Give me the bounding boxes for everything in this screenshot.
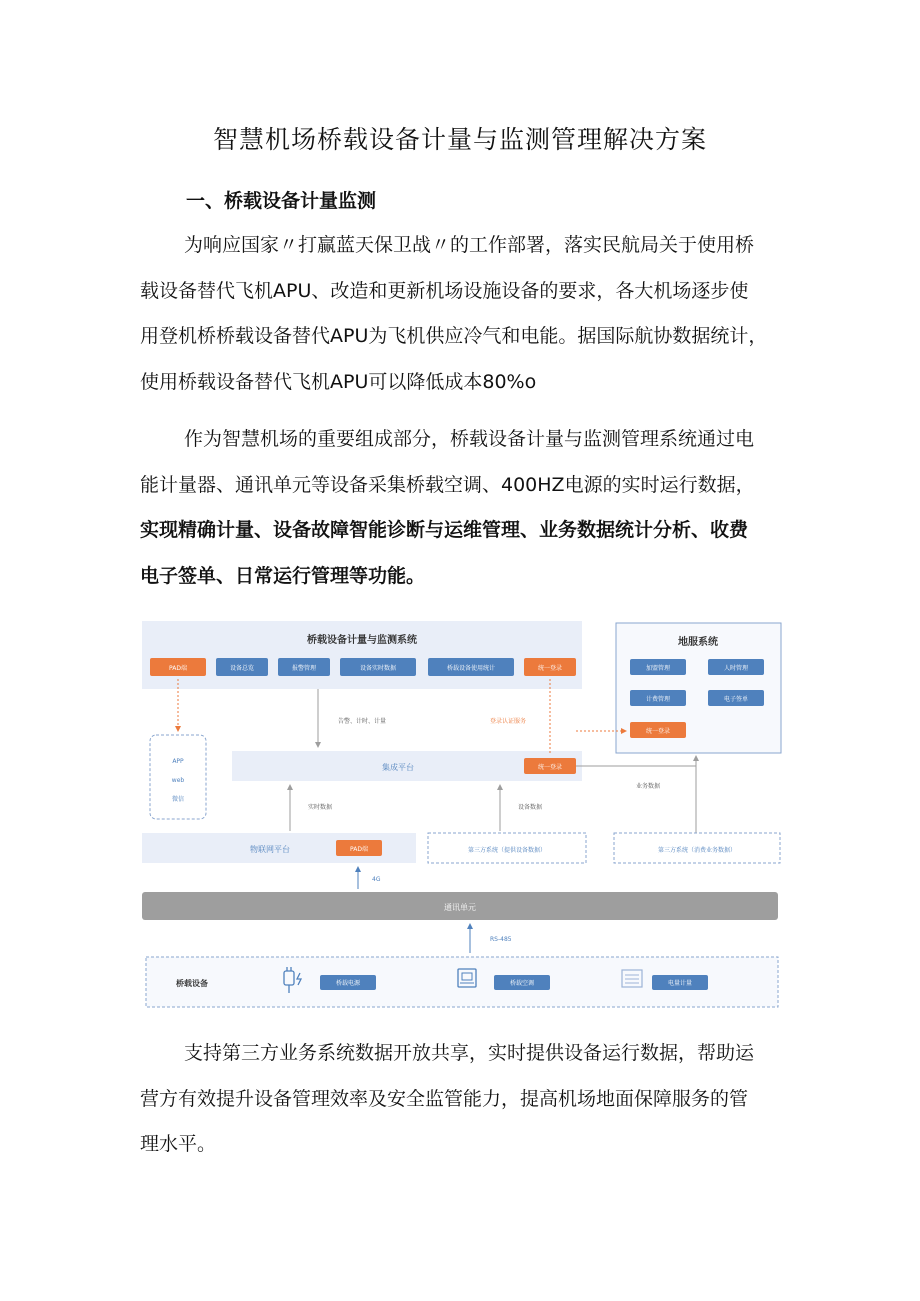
integration-login-label: 统一登录 [537, 764, 563, 771]
label-device-data: 设备数据 [518, 804, 543, 811]
third-party-consumer-label: 第三方系统（消费业务数据） [657, 847, 737, 854]
paragraph-line: 理水平。 [140, 1133, 217, 1155]
iot-title: 物联网平台 [250, 845, 290, 854]
paragraph-2 [140, 417, 790, 599]
module-alarm-label: 报警管理 [291, 665, 317, 672]
paragraph-line: 作为智慧机场的重要组成部分，桥载设备计量与监测管理系统通过电 [184, 428, 755, 450]
paragraph-line: 载设备替代飞机APU、改造和更新机场设施设备的要求，各大机场逐步使 [140, 279, 749, 302]
ground-module-label: 人时管理 [723, 665, 749, 672]
label-realtime-data: 实时数据 [308, 804, 333, 811]
architecture-diagram [140, 613, 790, 1020]
paragraph-line: 使用桥载设备替代飞机APU可以降低成本80%o [140, 370, 537, 393]
ground-module-label: 电子签单 [723, 696, 749, 703]
paragraph-line-bold: 电子签单、日常运行管理等功能。 [140, 564, 426, 587]
label-alarm-billing: 告警、计时、计量 [338, 718, 387, 725]
paragraph-line: 支持第三方业务系统数据开放共享，实时提供设备运行数据，帮助运 [184, 1042, 755, 1064]
label-business-data: 业务数据 [636, 783, 661, 790]
bridge-item-label: 电量计量 [667, 980, 693, 987]
section-heading: 一、桥载设备计量监测 [186, 190, 377, 212]
label-rs485: RS-485 [490, 936, 512, 943]
paragraph-3 [140, 1031, 790, 1168]
paragraph-1 [140, 223, 790, 405]
main-system-panel [142, 621, 582, 689]
paragraph-line-bold: 实现精确计量、设备故障智能诊断与运维管理、业务数据统计分析、收费 [140, 519, 749, 541]
paragraph-line: 营方有效提升设备管理效率及安全监管能力，提高机场地面保障服务的管 [140, 1087, 749, 1110]
client-label: web [171, 777, 185, 784]
bridge-item-label: 桥载电源 [335, 980, 361, 987]
ground-module-label: 加盟管理 [645, 665, 671, 672]
integration-title: 集成平台 [382, 763, 414, 772]
comm-unit-label: 通讯单元 [444, 903, 476, 912]
iot-pad-label: PAD端 [350, 846, 368, 853]
paragraph-line: 能计量器、通讯单元等设备采集桥载空调、400HZ电源的实时运行数据， [140, 473, 755, 496]
label-auth-service: 登录认证服务 [490, 718, 527, 725]
paragraph-line: 用登机桥桥载设备替代APU为飞机供应冷气和电能。据国际航协数据统计， [140, 325, 768, 347]
ground-login-label: 统一登录 [645, 728, 671, 735]
document-title: 智慧机场桥载设备计量与监测管理解决方案 [212, 125, 707, 154]
paragraph-line: 为响应国家〃打赢蓝天保卫战〃的工作部署，落实民航局关于使用桥 [184, 234, 755, 256]
ground-module-label: 计费管理 [645, 696, 671, 703]
module-usage-stats-label: 桥载设备使用统计 [446, 665, 496, 672]
module-overview-label: 设备总览 [229, 665, 255, 672]
label-4g: 4G [372, 876, 381, 883]
module-realtime-label: 设备实时数据 [359, 665, 397, 672]
third-party-provider-label: 第三方系统（提供设备数据） [467, 847, 547, 854]
module-login-label: 统一登录 [537, 665, 563, 672]
bridge-item-label: 桥载空调 [509, 980, 535, 987]
client-label: APP [172, 758, 184, 765]
client-label: 微信 [171, 796, 185, 803]
ground-system-title: 地服系统 [678, 637, 718, 648]
main-system-title: 桥载设备计量与监测系统 [307, 635, 417, 646]
bridge-title: 桥载设备 [176, 979, 208, 988]
module-pad-label: PAD端 [169, 665, 187, 672]
